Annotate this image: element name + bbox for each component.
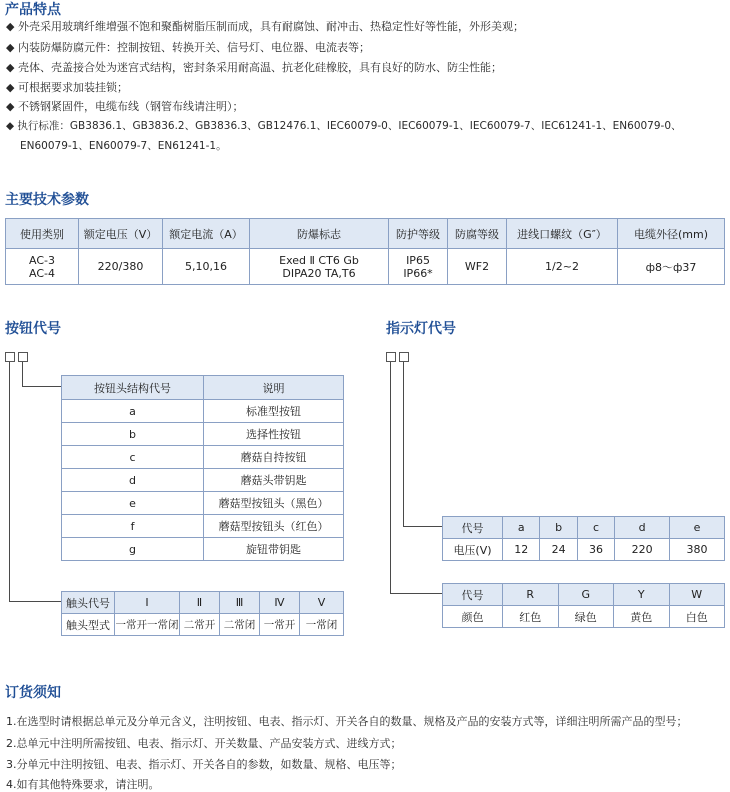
button-head-desc: 旋钮带钥匙 bbox=[204, 538, 344, 561]
ordering-item: 4.如有其他特殊要求，请注明。 bbox=[6, 778, 160, 791]
feature-item: ◆ 内装防爆防腐元件：控制按钮、转换开关、信号灯、电位器、电流表等； bbox=[6, 41, 370, 54]
code-box bbox=[18, 352, 28, 362]
lamp-voltage: 380 bbox=[670, 539, 725, 561]
spec-category: AC-3 AC-4 bbox=[6, 249, 79, 285]
spec-header: 额定电流（A） bbox=[163, 219, 250, 249]
lamp-voltage: 220 bbox=[615, 539, 670, 561]
feature-item: EN60079-1、EN60079-7、EN61241-1。 bbox=[20, 140, 227, 152]
connector-line bbox=[403, 526, 442, 527]
contact-form: 二常闭 bbox=[220, 614, 260, 636]
lamp-voltage-label: 电压(V) bbox=[443, 539, 503, 561]
lamp-voltage: 12 bbox=[503, 539, 540, 561]
code-box bbox=[5, 352, 15, 362]
spec-exmark: Exed Ⅱ CT6 Gb DIPA20 TA,T6 bbox=[250, 249, 389, 285]
spec-header: 防腐等级 bbox=[448, 219, 507, 249]
connector-line bbox=[22, 362, 23, 387]
spec-corrosion: WF2 bbox=[448, 249, 507, 285]
ordering-item: 2.总单元中注明所需按钮、电表、指示灯、开关数量、产品安装方式、进线方式； bbox=[6, 737, 402, 750]
button-code-title: 按钮代号 bbox=[5, 321, 61, 337]
lamp-color: 绿色 bbox=[558, 606, 614, 628]
contact-form-label: 触头型式 bbox=[62, 614, 115, 636]
lamp-code: e bbox=[670, 517, 725, 539]
button-head-desc: 蘑菇型按钮头（黑色） bbox=[204, 492, 344, 515]
lamp-code-title: 指示灯代号 bbox=[386, 321, 456, 337]
spec-header: 额定电压（V） bbox=[79, 219, 163, 249]
lamp-code: a bbox=[503, 517, 540, 539]
button-head-code: c bbox=[62, 446, 204, 469]
feature-item: ◆ 不锈钢紧固件，电缆布线（钢管布线请注明）； bbox=[6, 100, 244, 113]
lamp-color-label: 颜色 bbox=[443, 606, 503, 628]
connector-line bbox=[390, 593, 442, 594]
contact-code: Ⅰ bbox=[115, 592, 180, 614]
button-head-header: 说明 bbox=[204, 376, 344, 400]
contact-code: Ⅱ bbox=[180, 592, 220, 614]
lamp-color-code-label: 代号 bbox=[443, 584, 503, 606]
contact-code: Ⅳ bbox=[260, 592, 300, 614]
lamp-code: b bbox=[540, 517, 577, 539]
ordering-title: 订货须知 bbox=[5, 685, 61, 701]
lamp-color-code: G bbox=[558, 584, 614, 606]
code-box bbox=[386, 352, 396, 362]
lamp-color: 黄色 bbox=[614, 606, 670, 628]
feature-item: ◆ 外壳采用玻璃纤维增强不饱和聚酯树脂压制而成，具有耐腐蚀、耐冲击、热稳定性好等性能，外形美观； bbox=[6, 20, 524, 33]
lamp-color-code: Y bbox=[614, 584, 670, 606]
code-box bbox=[399, 352, 409, 362]
button-head-code: e bbox=[62, 492, 204, 515]
button-head-code: g bbox=[62, 538, 204, 561]
contact-code-label: 触头代号 bbox=[62, 592, 115, 614]
ordering-item: 3.分单元中注明按钮、电表、指示灯、开关各自的参数，如数量、规格、电压等； bbox=[6, 758, 402, 771]
spec-voltage: 220/380 bbox=[79, 249, 163, 285]
contact-form: 二常开 bbox=[180, 614, 220, 636]
spec-ip: IP65 IP66* bbox=[389, 249, 448, 285]
button-head-desc: 蘑菇型按钮头（红色） bbox=[204, 515, 344, 538]
button-head-code: d bbox=[62, 469, 204, 492]
lamp-voltage-table bbox=[442, 516, 725, 561]
spec-current: 5,10,16 bbox=[163, 249, 250, 285]
spec-header: 进线口螺纹（G″） bbox=[507, 219, 618, 249]
lamp-color: 红色 bbox=[503, 606, 559, 628]
lamp-code-label: 代号 bbox=[443, 517, 503, 539]
button-head-header: 按钮头结构代号 bbox=[62, 376, 204, 400]
lamp-voltage: 36 bbox=[577, 539, 614, 561]
button-head-desc: 标准型按钮 bbox=[204, 400, 344, 423]
button-head-desc: 选择性按钮 bbox=[204, 423, 344, 446]
lamp-color-code: W bbox=[669, 584, 725, 606]
contact-code: Ⅲ bbox=[220, 592, 260, 614]
connector-line bbox=[390, 362, 391, 594]
lamp-voltage: 24 bbox=[540, 539, 577, 561]
button-head-desc: 蘑菇自持按钮 bbox=[204, 446, 344, 469]
button-head-code: b bbox=[62, 423, 204, 446]
spec-thread: 1/2~2 bbox=[507, 249, 618, 285]
lamp-code: d bbox=[615, 517, 670, 539]
lamp-code: c bbox=[577, 517, 614, 539]
spec-header: 防护等级 bbox=[389, 219, 448, 249]
connector-line bbox=[22, 386, 62, 387]
contact-table bbox=[61, 591, 344, 636]
feature-item: ◆ 可根据要求加装挂锁； bbox=[6, 81, 128, 94]
connector-line bbox=[9, 362, 10, 602]
connector-line bbox=[9, 601, 61, 602]
lamp-color-code: R bbox=[503, 584, 559, 606]
spec-cable: ф8～ф37 bbox=[618, 249, 725, 285]
button-head-code: f bbox=[62, 515, 204, 538]
feature-item: ◆ 执行标准：GB3836.1、GB3836.2、GB3836.3、GB12476.1、IEC60079-0、IEC60079-1、IEC60079-7、IEC61241-1、EN60079-0、 bbox=[6, 120, 682, 132]
lamp-color-table bbox=[442, 583, 725, 628]
spec-header: 使用类别 bbox=[6, 219, 79, 249]
connector-line bbox=[403, 362, 404, 527]
specs-table bbox=[5, 218, 725, 285]
lamp-color: 白色 bbox=[669, 606, 725, 628]
feature-item: ◆ 壳体、壳盖接合处为迷宫式结构，密封条采用耐高温、抗老化硅橡胶，具有良好的防水、防尘性能； bbox=[6, 61, 502, 74]
contact-form: 一常闭 bbox=[300, 614, 344, 636]
button-head-code: a bbox=[62, 400, 204, 423]
contact-form: 一常开 bbox=[260, 614, 300, 636]
button-head-table bbox=[61, 375, 344, 561]
specs-title: 主要技术参数 bbox=[5, 192, 89, 208]
features-title: 产品特点 bbox=[5, 2, 61, 18]
spec-header: 电缆外径(mm) bbox=[618, 219, 725, 249]
spec-header: 防爆标志 bbox=[250, 219, 389, 249]
contact-form: 一常开一常闭 bbox=[115, 614, 180, 636]
button-head-desc: 蘑菇头带钥匙 bbox=[204, 469, 344, 492]
ordering-item: 1.在选型时请根据总单元及分单元含义，注明按钮、电表、指示灯、开关各自的数量、规格及产品的安装方式等，详细注明所需产品的型号； bbox=[6, 715, 688, 728]
contact-code: Ⅴ bbox=[300, 592, 344, 614]
